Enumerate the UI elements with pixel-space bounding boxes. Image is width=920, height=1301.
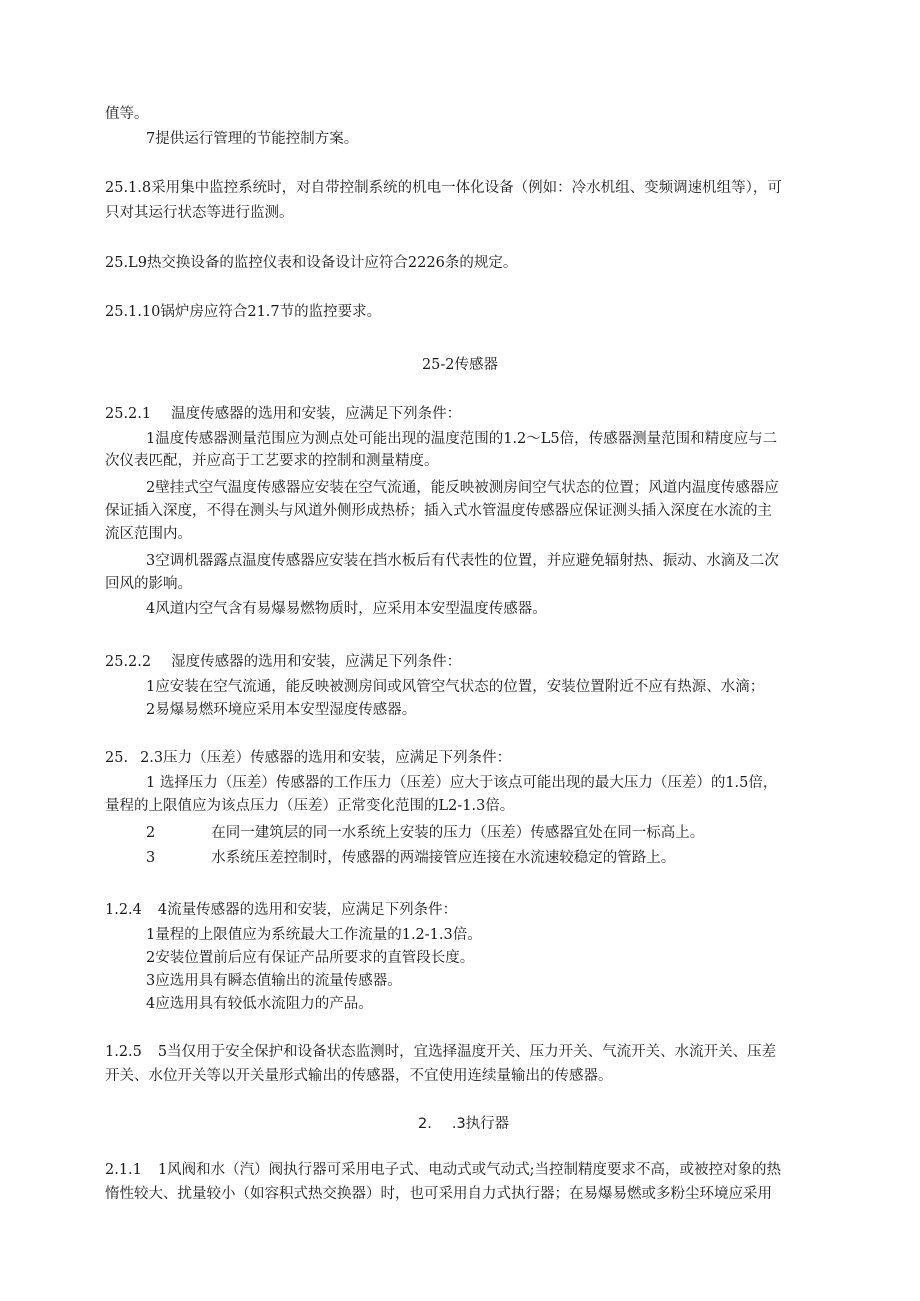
text-line: 2壁挂式空气温度传感器应安装在空气流通，能反映被测房间空气状态的位置；风道内温度传感器应: [146, 480, 779, 496]
text-line: 1 选择压力（压差）传感器的工作压力（压差）应大于该点可能出现的最大压力（压差）的1.5倍，: [146, 775, 778, 791]
text-line: 7提供运行管理的节能控制方案。: [146, 131, 359, 147]
list-item: [146, 848, 675, 868]
heading-text: .3执行器: [451, 1116, 510, 1132]
text-line: 只对其运行状态等进行监测。: [105, 205, 294, 221]
clause-text: 湿度传感器的选用和安装，应满足下列条件：: [171, 654, 462, 670]
section-heading-2-3: [418, 1114, 509, 1134]
clause-number: 25.2.2: [105, 654, 152, 670]
text-line: 次仪表匹配，并应高于工艺要求的控制和测量精度。: [105, 453, 439, 469]
item-number: 3: [146, 850, 156, 866]
clause-text: 5当仅用于安全保护和设备状态监测时，宜选择温度开关、压力开关、气流开关、水流开关、压差: [157, 1044, 777, 1060]
text-line: 2易爆易燃环境应采用本安型湿度传感器。: [146, 702, 417, 718]
clause-25-1-9: 25.L9热交换设备的监控仪表和设备设计应符合2226条的规定。: [105, 255, 518, 271]
item-number: 2: [146, 825, 156, 841]
clause-25-2-1: [105, 404, 461, 424]
text-line: 1量程的上限值应为系统最大工作流量的1.2-1.3倍。: [146, 927, 482, 943]
clause-text: 温度传感器的选用和安装，应满足下列条件：: [171, 406, 462, 422]
item-text: 水系统压差控制时，传感器的两端接管应连接在水流速较稳定的管路上。: [211, 850, 676, 866]
text-line: 回风的影响。: [105, 576, 192, 592]
clause-text: 2.3压力（压差）传感器的选用和安装，应满足下列条件：: [140, 750, 512, 766]
text-line: 3应选用具有瞬态值输出的流量传感器。: [146, 973, 402, 989]
text-line: 3空调机器露点温度传感器应安装在挡水板后有代表性的位置，并应避免辐射热、振动、水滴及二次: [146, 553, 779, 569]
clause-25-2-2: [105, 652, 461, 672]
clause-number: 25.2.1: [105, 406, 152, 422]
item-text: 在同一建筑层的同一水系统上安装的压力（压差）传感器宜处在同一标高上。: [211, 825, 705, 841]
clause-text: 1风阀和水（汽）阀执行器可采用电子式、电动式或气动式;当控制精度要求不高，或被控对象的热: [157, 1162, 782, 1178]
clause-number: 1.2.4: [105, 902, 142, 918]
text-line: 1应安装在空气流通，能反映被测房间或风管空气状态的位置，安装位置附近不应有热源、水滴；: [146, 679, 765, 695]
clause-25-1-10: 25.1.10锅炉房应符合21.7节的监控要求。: [105, 304, 382, 320]
text-line: 开关、水位开关等以开关量形式输出的传感器，不宜使用连续量输出的传感器。: [105, 1068, 613, 1084]
clause-1-2-4: [105, 900, 457, 920]
text-line: 流区范围内。: [105, 526, 192, 542]
clause-text: 4流量传感器的选用和安装，应满足下列条件：: [157, 902, 458, 918]
clause-2-1-1: [105, 1160, 781, 1180]
heading-number: 2.: [418, 1116, 432, 1132]
list-item: [146, 823, 704, 843]
text-line: 4应选用具有较低水流阻力的产品。: [146, 996, 373, 1012]
text-line: 值等。: [105, 106, 149, 122]
section-heading-25-2: 25-2传感器: [421, 357, 499, 373]
clause-1-2-5: [105, 1042, 776, 1062]
text-line: 4风道内空气含有易爆易燃物质时，应采用本安型温度传感器。: [146, 601, 547, 617]
text-line: 保证插入深度，不得在测头与风道外侧形成热桥；插入式水管温度传感器应保证测头插入深度在水流的主: [105, 503, 772, 519]
text-line: 惰性较大、扰量较小（如容积式热交换器）时，也可采用自力式执行器；在易爆易燃或多粉尘环境应采用: [105, 1186, 772, 1202]
clause-25-2-3: [105, 748, 511, 768]
text-line: 2安装位置前后应有保证产品所要求的直管段长度。: [146, 950, 475, 966]
clause-25-1-8: 25.1.8采用集中监控系统时，对自带控制系统的机电一体化设备（例如：冷水机组、变频调速机组等），可: [105, 180, 782, 196]
clause-number: 1.2.5: [105, 1044, 142, 1060]
text-line: 1温度传感器测量范围应为测点处可能出现的温度范围的1.2～L5倍，传感器测量范围和精度应与二: [146, 431, 778, 447]
clause-number: 2.1.1: [105, 1162, 142, 1178]
clause-number: 25.: [105, 750, 129, 766]
text-line: 量程的上限值应为该点压力（压差）正常变化范围的L2-1.3倍。: [105, 798, 515, 814]
